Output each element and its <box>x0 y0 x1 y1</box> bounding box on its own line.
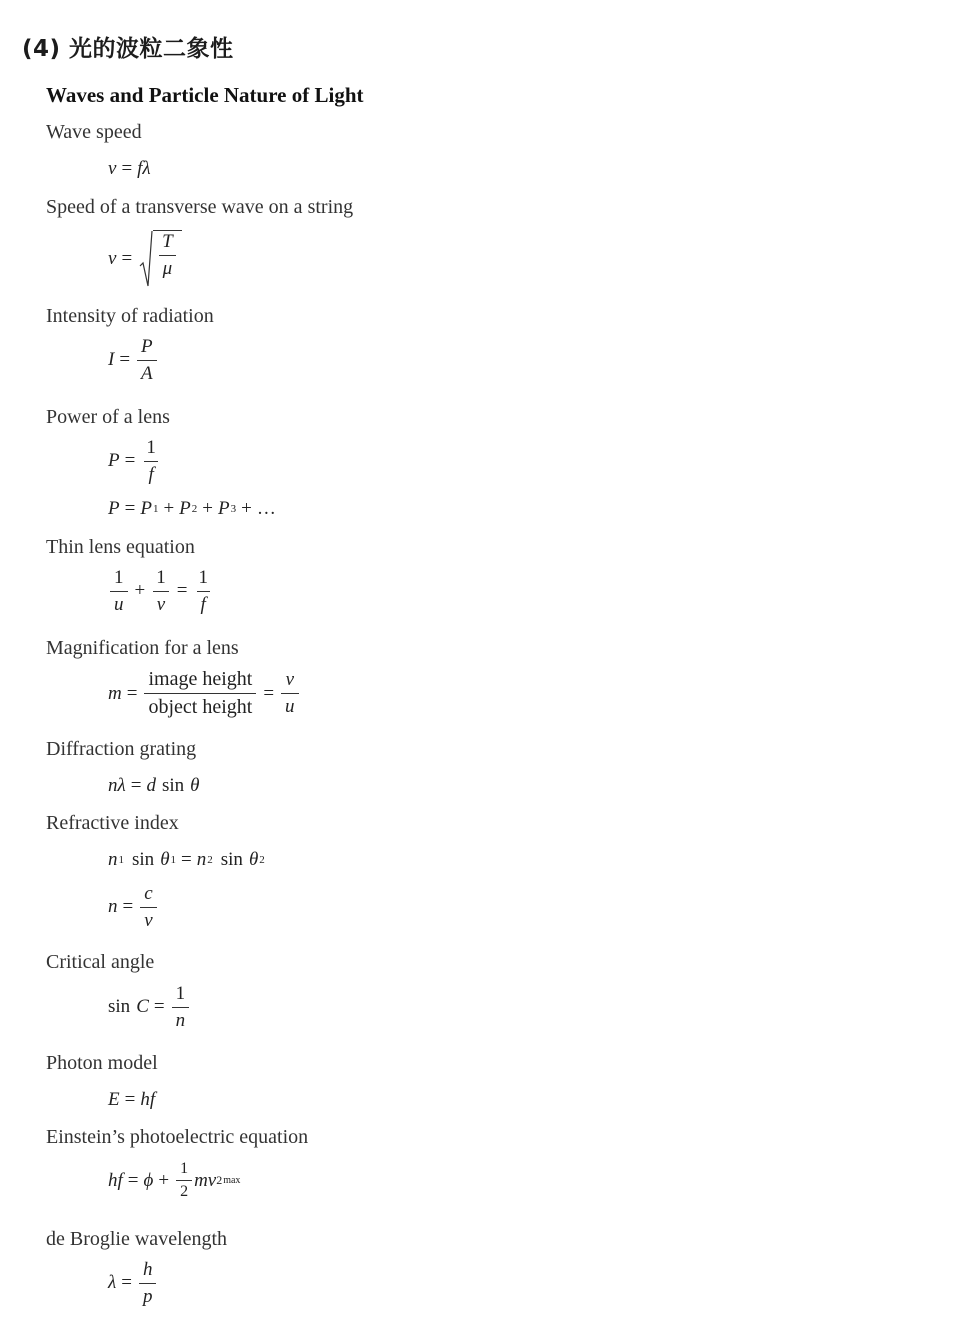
sub-1: 1 <box>170 854 177 866</box>
eq-power-lens <box>108 437 162 486</box>
op-equals: = <box>126 682 138 704</box>
sym-n1: n <box>108 849 118 870</box>
sym-f: f <box>197 591 210 616</box>
ellipsis: … <box>256 498 276 519</box>
sym-phi: ϕ <box>143 1169 154 1191</box>
sym-v: v <box>108 158 117 179</box>
op-plus: + <box>202 498 213 519</box>
sym-P2: P <box>179 498 191 519</box>
sym-f-lambda: fλ <box>137 158 151 179</box>
eq-de-broglie <box>108 1259 158 1308</box>
op-equals: = <box>181 849 192 870</box>
fraction <box>139 1259 157 1308</box>
label-de-broglie: de Broglie wavelength <box>46 1228 228 1250</box>
sym-theta1: θ <box>160 849 170 870</box>
num-one: 1 <box>175 983 186 1004</box>
sym-C: C <box>136 996 149 1018</box>
op-equals: = <box>122 896 134 918</box>
sym-mu: μ <box>159 255 177 280</box>
sym-P1: P <box>140 498 152 519</box>
sym-v: v <box>153 591 169 616</box>
op-plus: + <box>158 1169 170 1191</box>
label-power-lens: Power of a lens <box>46 406 170 428</box>
sym-P: P <box>141 336 153 357</box>
sym-v: v <box>140 907 156 932</box>
fraction <box>172 983 190 1032</box>
radical-sign <box>139 230 153 288</box>
label-intensity: Intensity of radiation <box>46 305 214 327</box>
sub-max: max <box>223 1175 241 1187</box>
label-wave-speed: Wave speed <box>46 121 142 143</box>
sym-mv: mv <box>194 1169 217 1191</box>
eq-refractive-index <box>108 883 159 932</box>
op-equals: = <box>124 1089 136 1110</box>
sym-h: h <box>142 1259 153 1280</box>
eq-magnification <box>108 668 301 719</box>
sym-n: n <box>172 1007 190 1032</box>
op-equals: = <box>121 1272 132 1294</box>
sym-hf: hf <box>108 1169 123 1191</box>
sym-p: p <box>139 1283 157 1308</box>
fn-sin: sin <box>220 849 243 870</box>
fraction-heights <box>144 668 256 719</box>
eq-critical-angle <box>108 983 191 1032</box>
sym-v: v <box>108 248 117 269</box>
label-photon-model: Photon model <box>46 1052 158 1074</box>
num-one: 1 <box>114 567 124 588</box>
op-equals: = <box>121 248 133 269</box>
sym-I: I <box>108 349 115 371</box>
sym-n2: n <box>196 849 207 870</box>
den-two: 2 <box>176 1180 192 1201</box>
sym-E: E <box>108 1089 120 1110</box>
sym-A: A <box>137 360 157 385</box>
fraction <box>142 437 160 486</box>
sym-m: m <box>108 682 122 704</box>
eq-transverse-wave <box>108 230 182 288</box>
op-equals: = <box>121 158 133 179</box>
sym-c: c <box>144 883 153 904</box>
radicand <box>153 230 182 288</box>
eq-diffraction <box>108 775 199 797</box>
eq-power-sum <box>108 498 276 520</box>
op-equals: = <box>263 682 275 704</box>
eq-wave-speed <box>108 158 151 180</box>
label-transverse-wave: Speed of a transverse wave on a string <box>46 196 354 218</box>
image-height: image height <box>148 668 253 690</box>
num-one: 1 <box>146 437 156 458</box>
op-equals: = <box>119 349 131 371</box>
fraction-v <box>152 567 170 616</box>
fraction <box>137 336 157 385</box>
sub-2: 2 <box>191 503 198 515</box>
object-height: object height <box>144 693 256 719</box>
sqrt <box>139 230 182 288</box>
sym-f: f <box>144 461 157 486</box>
op-equals: = <box>153 996 165 1018</box>
sym-P3: P <box>217 498 230 519</box>
num-one: 1 <box>198 567 208 588</box>
section-title: Waves and Particle Nature of Light <box>46 83 364 107</box>
sym-u: u <box>110 591 128 616</box>
sym-T: T <box>162 231 173 252</box>
fn-sin: sin <box>132 849 155 870</box>
sub-1: 1 <box>118 854 124 866</box>
label-refractive: Refractive index <box>46 812 179 834</box>
op-equals: = <box>124 498 136 519</box>
sub-1: 1 <box>152 503 159 515</box>
fraction <box>158 231 177 288</box>
sym-n: n <box>108 896 118 918</box>
sym-theta2: θ <box>248 849 259 870</box>
sub-2: 2 <box>207 854 213 866</box>
fraction-v-u <box>281 669 299 718</box>
op-plus: + <box>241 498 252 519</box>
sub-3: 3 <box>230 503 237 515</box>
sym-P: P <box>108 450 120 472</box>
label-magnification: Magnification for a lens <box>46 637 239 659</box>
fraction-half <box>176 1160 192 1202</box>
eq-intensity <box>108 336 159 385</box>
chapter-title: (4) 光的波粒二象性 <box>22 36 234 62</box>
fraction <box>140 883 156 932</box>
fn-sin: sin <box>161 775 185 796</box>
label-thin-lens: Thin lens equation <box>46 536 195 558</box>
num-one: 1 <box>180 1160 189 1177</box>
op-equals: = <box>130 775 142 796</box>
eq-photoelectric <box>108 1160 240 1202</box>
op-equals: = <box>176 580 188 602</box>
sym-theta: θ <box>190 775 200 796</box>
op-plus: + <box>163 498 175 519</box>
num-one: 1 <box>156 567 166 588</box>
label-critical-angle: Critical angle <box>46 951 155 973</box>
sym-d: d <box>146 775 156 796</box>
label-einstein: Einstein’s photoelectric equation <box>46 1126 309 1148</box>
sub-2: 2 <box>259 854 265 866</box>
sym-n-lambda: nλ <box>108 775 126 796</box>
eq-photon <box>108 1089 155 1111</box>
sym-hf: hf <box>140 1089 156 1110</box>
eq-snell <box>108 849 265 871</box>
sup-squared: 2 <box>216 1173 223 1188</box>
sym-v: v <box>285 669 294 691</box>
op-equals: = <box>127 1169 139 1191</box>
sym-lambda: λ <box>108 1272 117 1294</box>
fn-sin: sin <box>108 996 131 1018</box>
eq-thin-lens <box>108 567 214 616</box>
op-equals: = <box>124 450 136 472</box>
sym-P: P <box>108 498 120 519</box>
fraction-f <box>194 567 212 616</box>
fraction-u <box>110 567 128 616</box>
op-plus: + <box>134 580 146 602</box>
label-diffraction: Diffraction grating <box>46 738 197 760</box>
sym-u: u <box>281 693 299 718</box>
